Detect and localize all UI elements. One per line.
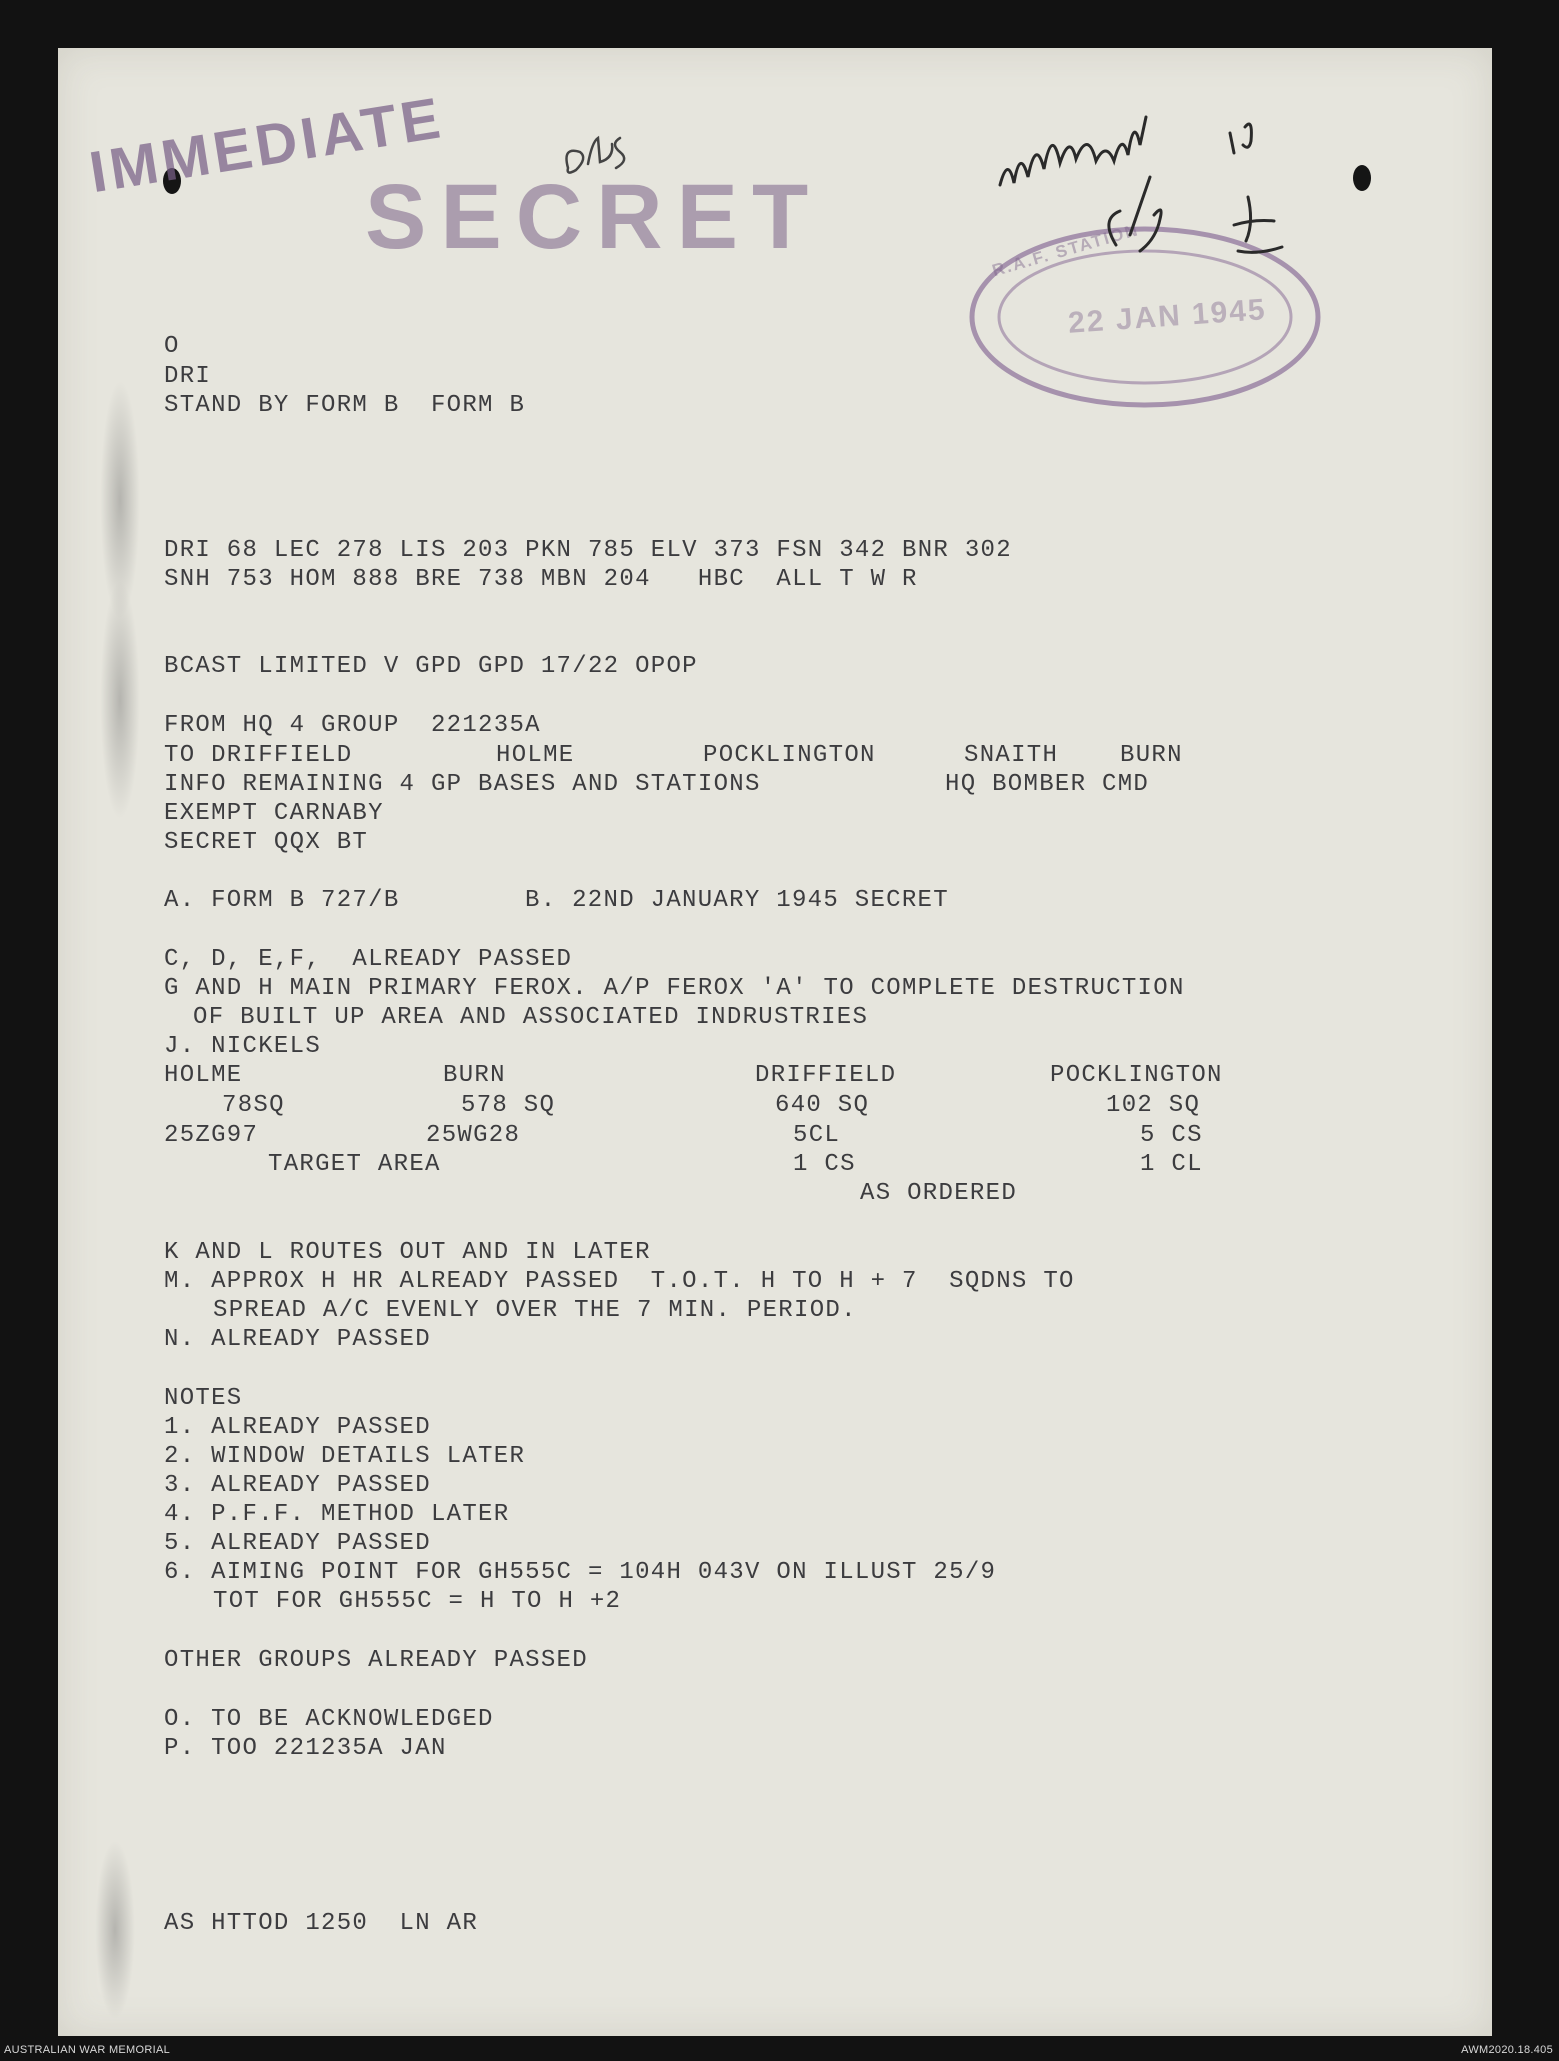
nickels-pocklington-q1: 5 CS <box>1140 1122 1203 1149</box>
nickels-burn-code: 25WG28 <box>426 1122 521 1149</box>
item-kl: K AND L ROUTES OUT AND IN LATER <box>164 1239 651 1266</box>
nickels-burn-station: BURN <box>443 1062 506 1089</box>
notes-heading: NOTES <box>164 1385 243 1412</box>
to-snaith: SNAITH <box>964 742 1059 769</box>
header-line-1: O <box>164 333 180 360</box>
item-m-1: M. APPROX H HR ALREADY PASSED T.O.T. H TO H + 7 SQDNS TO <box>164 1268 1075 1295</box>
handwritten-initials <box>560 128 650 188</box>
as-line: AS HTTOD 1250 LN AR <box>164 1910 479 1937</box>
note-5: 5. ALREADY PASSED <box>164 1530 431 1557</box>
note-6: 6. AIMING POINT FOR GH555C = 104H 043V ON ILLUST 25/9 <box>164 1559 997 1586</box>
exempt-line: EXEMPT CARNABY <box>164 800 384 827</box>
note-1: 1. ALREADY PASSED <box>164 1414 431 1441</box>
nickels-target-area: TARGET AREA <box>268 1151 441 1178</box>
item-cdef: C, D, E,F, ALREADY PASSED <box>164 946 573 973</box>
smudge-mark <box>95 1840 135 2020</box>
nickels-holme-squadron: 78SQ <box>222 1092 285 1119</box>
from-line: FROM HQ 4 GROUP 221235A <box>164 712 541 739</box>
nickels-driffield-q1: 5CL <box>793 1122 841 1149</box>
note-6-tot: TOT FOR GH555C = H TO H +2 <box>213 1588 622 1615</box>
item-b: B. 22ND JANUARY 1945 SECRET <box>525 887 949 914</box>
nickels-as-ordered: AS ORDERED <box>860 1180 1018 1207</box>
to-driffield: TO DRIFFIELD <box>164 742 353 769</box>
header-line-2: DRI <box>164 363 212 390</box>
item-gh-2: OF BUILT UP AREA AND ASSOCIATED INDRUSTRIES <box>193 1004 869 1031</box>
routing-line-1: DRI 68 LEC 278 LIS 203 PKN 785 ELV 373 FSN 342 BNR 302 <box>164 537 1012 564</box>
item-a: A. FORM B 727/B <box>164 887 400 914</box>
item-p: P. TOO 221235A JAN <box>164 1735 447 1762</box>
item-o: O. TO BE ACKNOWLEDGED <box>164 1706 494 1733</box>
note-2: 2. WINDOW DETAILS LATER <box>164 1443 526 1470</box>
secret-line: SECRET QQX BT <box>164 829 369 856</box>
nickels-pocklington-squadron: 102 SQ <box>1106 1092 1201 1119</box>
nickels-holme-code: 25ZG97 <box>164 1122 259 1149</box>
to-burn: BURN <box>1120 742 1183 769</box>
header-line-3: STAND BY FORM B FORM B <box>164 392 526 419</box>
other-groups: OTHER GROUPS ALREADY PASSED <box>164 1647 588 1674</box>
info-line: INFO REMAINING 4 GP BASES AND STATIONS <box>164 771 761 798</box>
handwritten-signature <box>990 75 1340 285</box>
note-3: 3. ALREADY PASSED <box>164 1472 431 1499</box>
footer-accession: AWM2020.18.405 <box>1461 2044 1553 2056</box>
nickels-pocklington-q2: 1 CL <box>1140 1151 1203 1178</box>
item-n: N. ALREADY PASSED <box>164 1326 431 1353</box>
to-pocklington: POCKLINGTON <box>703 742 876 769</box>
nickels-holme-station: HOLME <box>164 1062 243 1089</box>
footer-source: AUSTRALIAN WAR MEMORIAL <box>4 2044 171 2056</box>
received-stamp-ring: R.A.F. STATION <box>990 220 1142 281</box>
bcast-line: BCAST LIMITED V GPD GPD 17/22 OPOP <box>164 653 698 680</box>
routing-line-2: SNH 753 HOM 888 BRE 738 MBN 204 HBC ALL T W R <box>164 566 918 593</box>
item-gh-1: G AND H MAIN PRIMARY FEROX. A/P FEROX 'A' TO COMPLETE DESTRUCTION <box>164 975 1185 1002</box>
nickels-driffield-squadron: 640 SQ <box>775 1092 870 1119</box>
punch-hole-right <box>1353 165 1371 191</box>
nickels-driffield-station: DRIFFIELD <box>755 1062 897 1089</box>
info-hq: HQ BOMBER CMD <box>945 771 1150 798</box>
item-m-2: SPREAD A/C EVENLY OVER THE 7 MIN. PERIOD. <box>213 1297 857 1324</box>
nickels-burn-squadron: 578 SQ <box>461 1092 556 1119</box>
stamp-secret: SECRET <box>365 166 823 268</box>
note-4: 4. P.F.F. METHOD LATER <box>164 1501 510 1528</box>
item-j: J. NICKELS <box>164 1033 322 1060</box>
to-holme: HOLME <box>496 742 575 769</box>
received-stamp-date: 22 JAN 1945 <box>1067 293 1268 340</box>
smudge-mark <box>100 580 140 820</box>
nickels-pocklington-station: POCKLINGTON <box>1050 1062 1223 1089</box>
nickels-driffield-q2: 1 CS <box>793 1151 856 1178</box>
stamp-immediate: IMMEDIATE <box>85 85 449 206</box>
